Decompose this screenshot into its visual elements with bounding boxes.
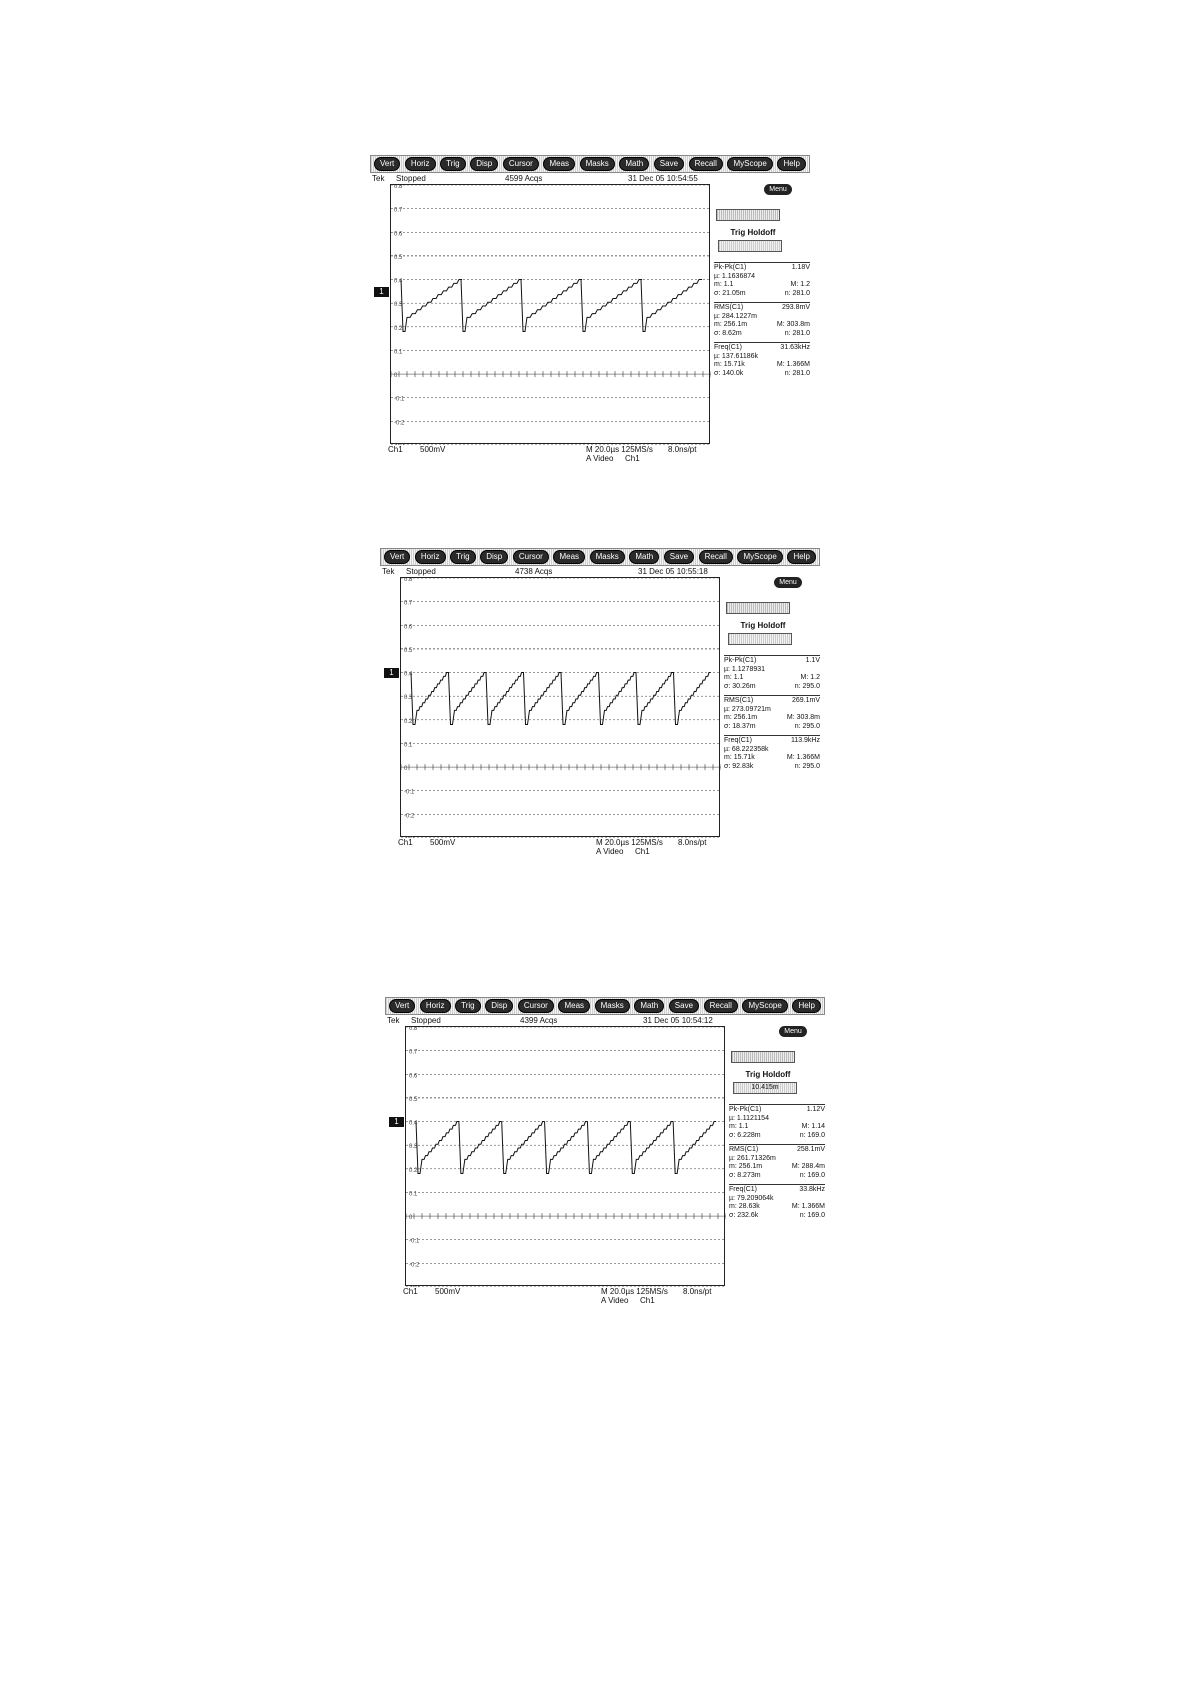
measurement-row	[729, 1172, 825, 1181]
y-axis-label: 0.2	[404, 718, 413, 725]
oscilloscope-screen-2	[380, 548, 820, 868]
trig-menu-button[interactable]: Trig	[440, 157, 465, 171]
measurement-value: µ: 1.1121154	[729, 1114, 769, 1122]
measurement-value: µ: 1.1278931	[724, 665, 766, 673]
trig-holdoff-value[interactable]	[728, 633, 792, 645]
measurement-value: 1.12V	[806, 1106, 825, 1113]
measurement-value: M: 1.2	[790, 281, 810, 288]
measurement-value: σ: 18.37m	[724, 722, 756, 730]
measurement-box	[724, 695, 820, 731]
channel-1-marker[interactable]: 1	[374, 287, 389, 297]
myscope-menu-button[interactable]: MyScope	[727, 157, 772, 171]
measurement-value: m: 1.1	[729, 1123, 749, 1130]
save-menu-button[interactable]: Save	[664, 550, 694, 564]
softkey-blank[interactable]	[716, 209, 780, 221]
y-axis-label: 0.1	[404, 742, 413, 749]
softkey-blank[interactable]	[731, 1051, 795, 1063]
vertical-scale: 500mV	[435, 1287, 461, 1296]
channel-1-marker[interactable]: 1	[389, 1117, 404, 1127]
y-axis-label: 0.8	[409, 1027, 418, 1032]
disp-menu-button[interactable]: Disp	[470, 157, 498, 171]
brand-label: Tek	[382, 567, 395, 576]
scope-footer	[390, 445, 710, 467]
y-axis-label: 0.4	[409, 1120, 418, 1127]
measurement-value: RMS(C1)	[729, 1146, 759, 1153]
measurement-value: M: 1.14	[801, 1123, 825, 1130]
measurement-row	[724, 754, 820, 763]
measurement-row	[714, 313, 810, 322]
save-menu-button[interactable]: Save	[654, 157, 684, 171]
meas-menu-button[interactable]: Meas	[558, 999, 590, 1013]
waveform-display[interactable]	[390, 184, 710, 444]
y-axis-label: -0.2	[404, 813, 415, 820]
waveform-trace	[401, 280, 702, 332]
measurement-value: Pk-Pk(C1)	[714, 264, 747, 271]
channel-1-marker[interactable]: 1	[384, 668, 399, 678]
scope-footer	[400, 838, 720, 860]
measurement-box	[714, 302, 810, 338]
measurement-value: m: 1.1	[714, 281, 734, 288]
acquisition-count: 4738 Acqs	[515, 567, 553, 576]
measurement-row	[729, 1195, 825, 1204]
measurement-value: µ: 284.1227m	[714, 312, 757, 320]
measurement-row	[724, 746, 820, 755]
status-bar	[385, 1015, 825, 1026]
measurement-row	[729, 1106, 825, 1115]
measurement-row	[724, 737, 820, 746]
trigger-source: Ch1	[625, 454, 640, 463]
recall-menu-button[interactable]: Recall	[699, 550, 733, 564]
measurement-row	[714, 273, 810, 282]
channel-label: Ch1	[398, 838, 413, 847]
measurement-row	[714, 344, 810, 353]
waveform-trace	[416, 1122, 716, 1174]
resolution: 8.0ns/pt	[678, 838, 707, 847]
y-axis-label: -0.1	[404, 789, 415, 796]
measurement-value: µ: 273.09721m	[724, 705, 771, 713]
trigger-mode: A Video	[586, 454, 614, 463]
y-axis-label: 0.6	[404, 624, 413, 631]
y-axis-label: 0.3	[394, 302, 403, 309]
measurement-row	[714, 353, 810, 362]
masks-menu-button[interactable]: Masks	[595, 999, 630, 1013]
measurement-row	[729, 1155, 825, 1164]
measurement-row	[724, 697, 820, 706]
vert-menu-button[interactable]: Vert	[384, 550, 410, 564]
disp-menu-button[interactable]: Disp	[480, 550, 508, 564]
measurement-value: µ: 137.61186k	[714, 352, 758, 360]
measurement-value: n: 295.0	[794, 762, 820, 770]
measurement-value: M: 1.366M	[791, 1203, 825, 1210]
timestamp: 31 Dec 05 10:54:55	[628, 174, 698, 183]
side-panel	[724, 577, 820, 837]
measurement-value: RMS(C1)	[714, 304, 744, 311]
math-menu-button[interactable]: Math	[634, 999, 664, 1013]
myscope-menu-button[interactable]: MyScope	[737, 550, 782, 564]
menu-button[interactable]: Menu	[774, 577, 802, 588]
waveform-display[interactable]	[405, 1026, 725, 1286]
measurement-value: m: 15.71k	[724, 754, 755, 761]
measurement-value: σ: 30.26m	[724, 682, 756, 690]
measurement-value: 293.8mV	[781, 304, 810, 311]
y-axis-label: 0.2	[394, 325, 403, 332]
measurement-box	[714, 262, 810, 298]
horiz-menu-button[interactable]: Horiz	[420, 999, 451, 1013]
y-axis-label: -0.2	[394, 420, 405, 427]
status-bar	[380, 566, 820, 577]
measurement-box	[729, 1104, 825, 1140]
status-bar	[370, 173, 810, 184]
resolution: 8.0ns/pt	[668, 445, 697, 454]
vertical-scale: 500mV	[430, 838, 456, 847]
timebase: M 20.0µs 125MS/s	[596, 838, 663, 847]
acquisition-state: Stopped	[396, 174, 426, 183]
y-axis-label: 0	[394, 373, 398, 380]
cursor-menu-button[interactable]: Cursor	[513, 550, 549, 564]
measurement-row	[714, 370, 810, 379]
masks-menu-button[interactable]: Masks	[580, 157, 615, 171]
cursor-menu-button[interactable]: Cursor	[503, 157, 539, 171]
measurement-value: µ: 79.209064k	[729, 1194, 774, 1202]
y-axis-label: -0.2	[409, 1262, 420, 1269]
cursor-menu-button[interactable]: Cursor	[518, 999, 554, 1013]
measurement-value: m: 15.71k	[714, 361, 745, 368]
y-axis-label: 0.8	[394, 185, 403, 190]
measurement-value: 258.1mV	[796, 1146, 825, 1153]
scope-menu-bar	[380, 548, 820, 566]
measurement-value: Freq(C1)	[729, 1186, 758, 1193]
measurement-row	[724, 657, 820, 666]
menu-button[interactable]: Menu	[779, 1026, 807, 1037]
measurement-value: Pk-Pk(C1)	[724, 657, 757, 664]
trig-holdoff-value[interactable]	[718, 240, 782, 252]
measurement-value: M: 303.8m	[776, 321, 810, 328]
help-menu-button[interactable]: Help	[787, 550, 815, 564]
y-axis-label: 0.7	[394, 207, 403, 214]
measurement-value: RMS(C1)	[724, 697, 754, 704]
scope-menu-bar	[370, 155, 810, 173]
myscope-menu-button[interactable]: MyScope	[742, 999, 787, 1013]
measurement-row	[724, 706, 820, 715]
scope-footer	[405, 1287, 725, 1309]
measurement-value: n: 295.0	[794, 722, 820, 730]
scope-menu-bar	[385, 997, 825, 1015]
softkey-blank[interactable]	[726, 602, 790, 614]
recall-menu-button[interactable]: Recall	[704, 999, 738, 1013]
measurement-value: n: 295.0	[794, 682, 820, 690]
measurement-value: m: 256.1m	[714, 321, 748, 328]
measurement-value: M: 1.2	[800, 674, 820, 681]
oscilloscope-screen-1	[370, 155, 810, 475]
y-axis-label: 0.6	[394, 231, 403, 238]
waveform-graticule	[406, 1027, 726, 1287]
trig-holdoff-title: Trig Holdoff	[745, 1070, 791, 1079]
measurement-row	[729, 1163, 825, 1172]
measurement-value: m: 28.63k	[729, 1203, 760, 1210]
math-menu-button[interactable]: Math	[619, 157, 649, 171]
y-axis-label: 0	[409, 1215, 413, 1222]
measurement-row	[724, 723, 820, 732]
trigger-mode: A Video	[596, 847, 624, 856]
timebase: M 20.0µs 125MS/s	[586, 445, 653, 454]
measurement-row	[714, 321, 810, 330]
math-menu-button[interactable]: Math	[629, 550, 659, 564]
waveform-graticule	[391, 185, 711, 445]
meas-menu-button[interactable]: Meas	[543, 157, 575, 171]
vert-menu-button[interactable]: Vert	[374, 157, 400, 171]
measurement-value: n: 281.0	[784, 289, 810, 297]
trigger-source: Ch1	[635, 847, 650, 856]
vertical-scale: 500mV	[420, 445, 446, 454]
measurement-row	[724, 683, 820, 692]
measurement-value: 33.8kHz	[799, 1186, 825, 1193]
y-axis-label: 0.8	[404, 578, 413, 583]
measurement-row	[724, 666, 820, 675]
measurement-box	[724, 735, 820, 771]
measurement-row	[729, 1203, 825, 1212]
channel-label: Ch1	[403, 1287, 418, 1296]
help-menu-button[interactable]: Help	[792, 999, 820, 1013]
brand-label: Tek	[387, 1016, 400, 1025]
measurement-value: σ: 6.228m	[729, 1131, 761, 1139]
measurement-value: Pk-Pk(C1)	[729, 1106, 762, 1113]
measurement-value: n: 281.0	[784, 329, 810, 337]
brand-label: Tek	[372, 174, 385, 183]
y-axis-label: 0.1	[394, 349, 403, 356]
measurement-value: µ: 68.222358k	[724, 745, 769, 753]
measurement-row	[729, 1186, 825, 1195]
waveform-graticule	[401, 578, 721, 838]
measurement-box	[729, 1144, 825, 1180]
measurement-row	[724, 714, 820, 723]
y-axis-label: 0.7	[409, 1049, 418, 1056]
measurement-row	[714, 290, 810, 299]
y-axis-label: 0.7	[404, 600, 413, 607]
measurement-box	[724, 655, 820, 691]
y-axis-label: 0.4	[394, 278, 403, 285]
acquisition-count: 4599 Acqs	[505, 174, 543, 183]
trig-menu-button[interactable]: Trig	[455, 999, 480, 1013]
trigger-source: Ch1	[640, 1296, 655, 1305]
measurement-value: n: 169.0	[799, 1131, 825, 1139]
vert-menu-button[interactable]: Vert	[389, 999, 415, 1013]
y-axis-label: -0.1	[394, 396, 405, 403]
measurement-value: M: 303.8m	[786, 714, 820, 721]
oscilloscope-screen-3	[385, 997, 825, 1317]
y-axis-label: 0.5	[404, 647, 413, 654]
side-panel	[714, 184, 810, 444]
measurement-value: n: 281.0	[784, 369, 810, 377]
measurement-value: Freq(C1)	[724, 737, 753, 744]
side-panel	[729, 1026, 825, 1286]
measurement-value: 1.18V	[791, 264, 810, 271]
measurement-row	[729, 1123, 825, 1132]
measurement-value: Freq(C1)	[714, 344, 743, 351]
measurement-row	[729, 1115, 825, 1124]
measurement-value: M: 1.366M	[786, 754, 820, 761]
trig-holdoff-title: Trig Holdoff	[730, 228, 776, 237]
masks-menu-button[interactable]: Masks	[590, 550, 625, 564]
measurement-row	[724, 763, 820, 772]
measurement-value: n: 169.0	[799, 1211, 825, 1219]
measurement-value: n: 169.0	[799, 1171, 825, 1179]
measurement-value: σ: 8.62m	[714, 329, 742, 337]
measurement-value: 269.1mV	[791, 697, 820, 704]
y-axis-label: 0.4	[404, 671, 413, 678]
resolution: 8.0ns/pt	[683, 1287, 712, 1296]
measurement-row	[724, 674, 820, 683]
horiz-menu-button[interactable]: Horiz	[415, 550, 446, 564]
menu-button[interactable]: Menu	[764, 184, 792, 195]
measurement-row	[729, 1132, 825, 1141]
trig-holdoff-value[interactable]: 10.415m	[733, 1082, 797, 1094]
timestamp: 31 Dec 05 10:54:12	[643, 1016, 713, 1025]
trig-holdoff-title: Trig Holdoff	[740, 621, 786, 630]
measurement-value: 113.9kHz	[790, 737, 820, 744]
y-axis-label: 0	[404, 766, 408, 773]
y-axis-label: 0.5	[394, 254, 403, 261]
measurement-value: σ: 21.05m	[714, 289, 746, 297]
waveform-trace	[411, 673, 711, 725]
measurement-row	[714, 264, 810, 273]
measurement-row	[714, 304, 810, 313]
measurement-row	[714, 330, 810, 339]
y-axis-label: 0.1	[409, 1191, 418, 1198]
acquisition-state: Stopped	[406, 567, 436, 576]
timebase: M 20.0µs 125MS/s	[601, 1287, 668, 1296]
disp-menu-button[interactable]: Disp	[485, 999, 513, 1013]
y-axis-label: 0.2	[409, 1167, 418, 1174]
measurement-value: µ: 261.71326m	[729, 1154, 776, 1162]
acquisition-state: Stopped	[411, 1016, 441, 1025]
acquisition-count: 4399 Acqs	[520, 1016, 558, 1025]
waveform-display[interactable]	[400, 577, 720, 837]
channel-label: Ch1	[388, 445, 403, 454]
measurement-value: m: 256.1m	[724, 714, 758, 721]
measurement-value: m: 1.1	[724, 674, 744, 681]
y-axis-label: 0.5	[409, 1096, 418, 1103]
measurement-row	[729, 1212, 825, 1221]
measurement-value: 1.1V	[805, 657, 820, 664]
trig-menu-button[interactable]: Trig	[450, 550, 475, 564]
measurement-value: σ: 92.83k	[724, 762, 754, 770]
y-axis-label: -0.1	[409, 1238, 420, 1245]
measurement-value: µ: 1.1636874	[714, 272, 756, 280]
measurement-row	[714, 281, 810, 290]
trigger-mode: A Video	[601, 1296, 629, 1305]
measurement-value: σ: 232.6k	[729, 1211, 759, 1219]
timestamp: 31 Dec 05 10:55:18	[638, 567, 708, 576]
measurement-box	[714, 342, 810, 378]
measurement-row	[714, 361, 810, 370]
y-axis-label: 0.3	[409, 1144, 418, 1151]
measurement-value: M: 288.4m	[791, 1163, 825, 1170]
help-menu-button[interactable]: Help	[777, 157, 805, 171]
measurement-value: M: 1.366M	[776, 361, 810, 368]
y-axis-label: 0.3	[404, 695, 413, 702]
measurement-value: m: 256.1m	[729, 1163, 763, 1170]
y-axis-label: 0.6	[409, 1073, 418, 1080]
save-menu-button[interactable]: Save	[669, 999, 699, 1013]
measurement-value: 31.63kHz	[780, 344, 810, 351]
measurement-value: σ: 8.273m	[729, 1171, 761, 1179]
recall-menu-button[interactable]: Recall	[689, 157, 723, 171]
measurement-value: σ: 140.0k	[714, 369, 744, 377]
meas-menu-button[interactable]: Meas	[553, 550, 585, 564]
measurement-box	[729, 1184, 825, 1220]
horiz-menu-button[interactable]: Horiz	[405, 157, 436, 171]
measurement-row	[729, 1146, 825, 1155]
